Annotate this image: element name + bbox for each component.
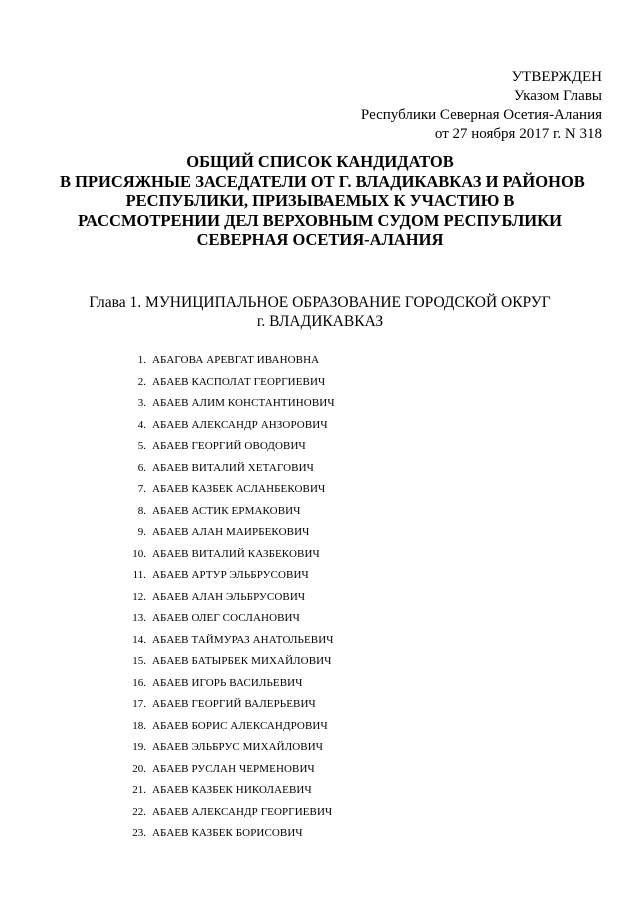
candidate-name: АБАЕВ ГЕОРГИЙ ОВОДОВИЧ (152, 440, 306, 452)
chapter-heading (60, 293, 580, 331)
list-item (118, 673, 335, 695)
list-item (118, 565, 335, 587)
candidate-name: АБАЕВ КАЗБЕК НИКОЛАЕВИЧ (152, 784, 312, 796)
item-number: 21. (132, 784, 146, 796)
item-number: 6. (137, 461, 146, 474)
chapter-title: Глава 1. МУНИЦИПАЛЬНОЕ ОБРАЗОВАНИЕ ГОРОДСКОЙ ОКРУГ (89, 294, 551, 311)
approval-heading: УТВЕРЖДЕН (511, 69, 602, 85)
candidate-name: АБАЕВ АЛИМ КОНСТАНТИНОВИЧ (152, 397, 335, 409)
title-line: СЕВЕРНАЯ ОСЕТИЯ-АЛАНИЯ (196, 230, 444, 249)
title-line: В ПРИСЯЖНЫЕ ЗАСЕДАТЕЛИ ОТ Г. ВЛАДИКАВКАЗ И РАЙОНОВ (60, 171, 585, 191)
approval-date: от 27 ноября 2017 г. N 318 (434, 126, 602, 142)
candidate-name: АБАЕВ ГЕОРГИЙ ВАЛЕРЬЕВИЧ (152, 698, 316, 710)
item-number: 3. (137, 397, 146, 409)
item-number: 7. (137, 483, 146, 495)
item-number: 12. (132, 590, 146, 603)
list-item (118, 802, 335, 824)
list-item (118, 630, 335, 652)
item-number: 17. (132, 698, 146, 710)
item-number: 18. (132, 719, 146, 732)
list-item (118, 587, 335, 609)
item-number: 23. (132, 827, 146, 839)
candidate-name: АБАЕВ РУСЛАН ЧЕРМЕНОВИЧ (152, 762, 315, 775)
list-item (118, 479, 335, 501)
item-number: 1. (137, 354, 146, 366)
list-item (118, 694, 335, 716)
chapter-city: г. ВЛАДИКАВКАЗ (256, 313, 384, 330)
list-item (118, 759, 335, 781)
candidate-name: АБАЕВ КАЗБЕК АСЛАНБЕКОВИЧ (152, 483, 326, 495)
item-number: 16. (132, 676, 146, 689)
candidate-name: АБАЕВ ТАЙМУРАЗ АНАТОЛЬЕВИЧ (152, 633, 334, 646)
list-item (118, 458, 335, 480)
candidate-list (118, 350, 335, 845)
list-item (118, 501, 335, 523)
list-item (118, 415, 335, 437)
list-item (118, 651, 335, 673)
candidate-name: АБАЕВ АЛАН МАИРБЕКОВИЧ (152, 526, 310, 538)
candidate-name: АБАЕВ АЛЕКСАНДР АНЗОРОВИЧ (152, 418, 328, 431)
candidate-name: АБАГОВА АРЕВГАТ ИВАНОВНА (152, 354, 320, 366)
item-number: 8. (137, 504, 146, 517)
item-number: 2. (137, 375, 146, 388)
item-number: 20. (132, 762, 146, 775)
candidate-name: АБАЕВ ВИТАЛИЙ ХЕТАГОВИЧ (152, 461, 314, 474)
item-number: 13. (132, 612, 146, 624)
list-item (118, 393, 335, 415)
list-item (118, 780, 335, 802)
document-title (60, 152, 585, 250)
item-number: 10. (132, 547, 146, 560)
title-line: РАССМОТРЕНИИ ДЕЛ ВЕРХОВНЫМ СУДОМ РЕСПУБЛИКИ (78, 210, 562, 230)
candidate-name: АБАЕВ ВИТАЛИЙ КАЗБЕКОВИЧ (152, 547, 320, 560)
candidate-name: АБАЕВ БАТЫРБЕК МИХАЙЛОВИЧ (152, 655, 332, 667)
approval-decree: Указом Главы (513, 88, 602, 104)
item-number: 22. (132, 805, 146, 818)
candidate-name: АБАЕВ АЛАН ЭЛЬБРУСОВИЧ (152, 590, 306, 603)
title-line: ОБЩИЙ СПИСОК КАНДИДАТОВ (186, 152, 454, 171)
list-item (118, 608, 335, 630)
list-item (118, 436, 335, 458)
item-number: 19. (132, 741, 146, 753)
candidate-name: АБАЕВ ОЛЕГ СОСЛАНОВИЧ (152, 612, 300, 624)
candidate-name: АБАЕВ КАЗБЕК БОРИСОВИЧ (152, 827, 303, 839)
item-number: 15. (132, 655, 146, 667)
item-number: 14. (132, 633, 146, 646)
candidate-name: АБАЕВ ИГОРЬ ВАСИЛЬЕВИЧ (152, 676, 303, 689)
list-item (118, 716, 335, 738)
list-item (118, 823, 335, 845)
list-item (118, 350, 335, 372)
candidate-name: АБАЕВ КАСПОЛАТ ГЕОРГИЕВИЧ (152, 375, 326, 388)
item-number: 11. (132, 569, 146, 581)
candidate-name: АБАЕВ АРТУР ЭЛЬБРУСОВИЧ (152, 569, 309, 581)
candidate-name: АБАЕВ АСТИК ЕРМАКОВИЧ (152, 504, 301, 517)
item-number: 9. (137, 526, 146, 538)
title-line: РЕСПУБЛИКИ, ПРИЗЫВАЕМЫХ К УЧАСТИЮ В (125, 191, 515, 210)
candidate-name: АБАЕВ ЭЛЬБРУС МИХАЙЛОВИЧ (152, 741, 324, 753)
candidate-name: АБАЕВ БОРИС АЛЕКСАНДРОВИЧ (152, 719, 328, 732)
approval-stamp (361, 68, 602, 144)
candidate-name: АБАЕВ АЛЕКСАНДР ГЕОРГИЕВИЧ (152, 805, 333, 818)
list-item (118, 737, 335, 759)
item-number: 5. (137, 440, 146, 452)
list-item (118, 522, 335, 544)
list-item (118, 544, 335, 566)
item-number: 4. (137, 418, 146, 431)
list-item (118, 372, 335, 394)
approval-republic: Республики Северная Осетия-Алания (360, 107, 602, 123)
